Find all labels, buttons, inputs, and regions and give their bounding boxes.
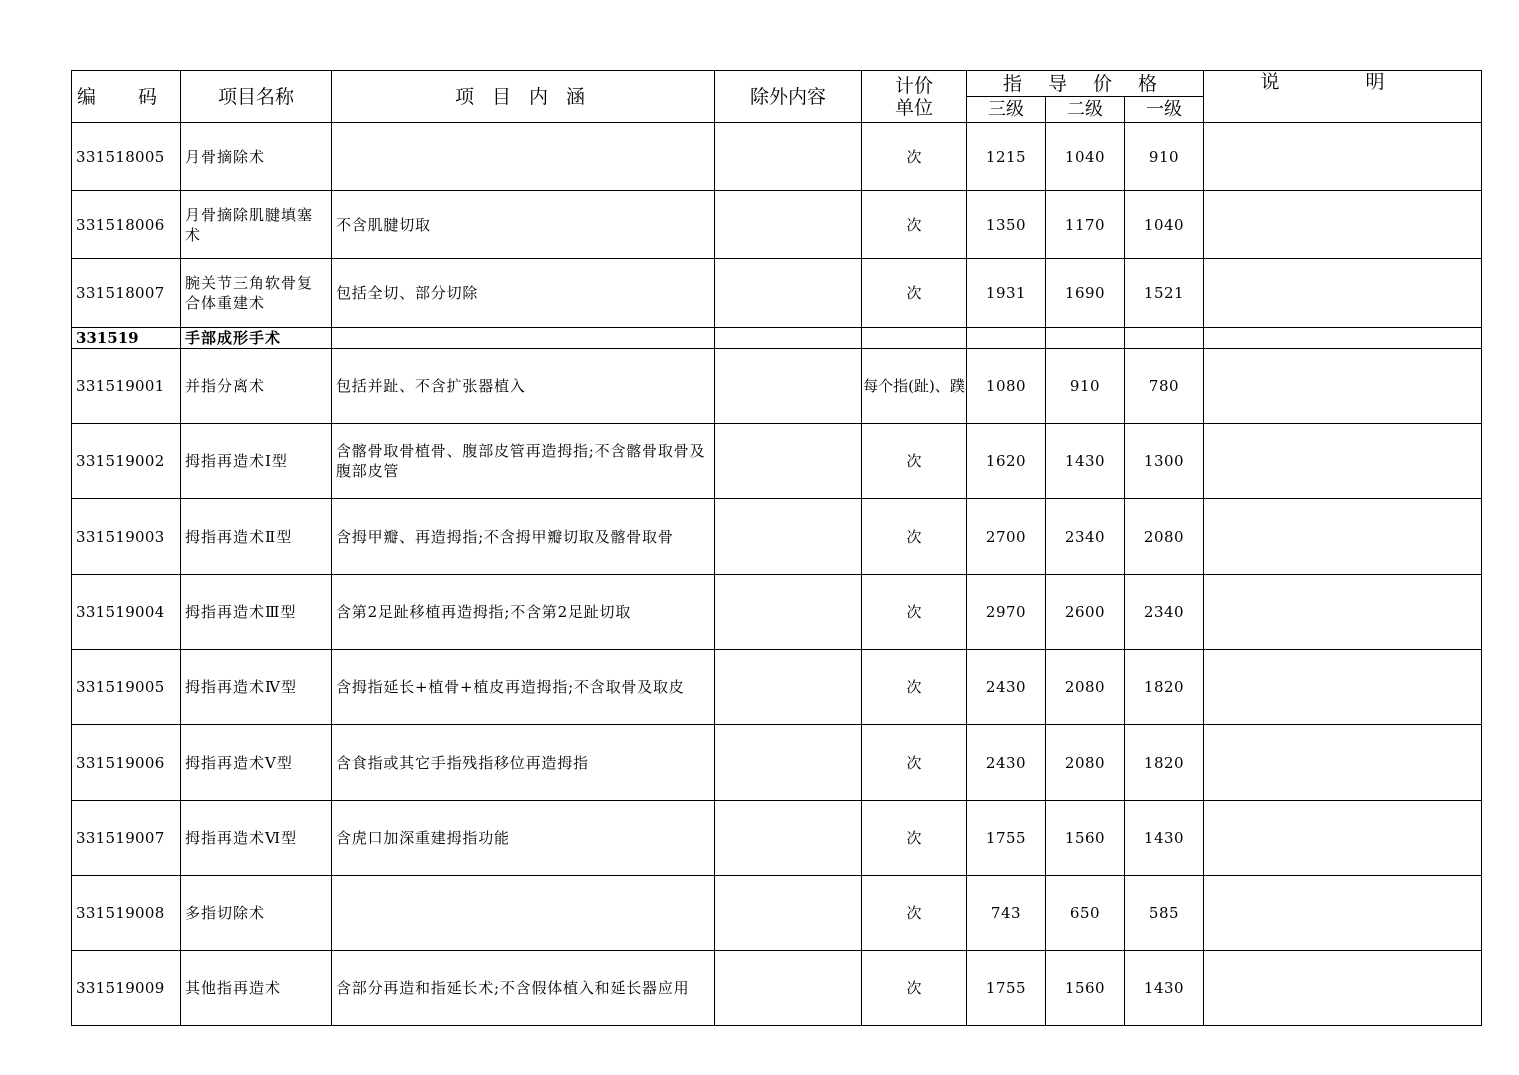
item-name: 拇指再造术Ⅴ型 bbox=[181, 725, 332, 801]
item-content: 不含肌腱切取 bbox=[332, 191, 715, 259]
header-excluded: 除外内容 bbox=[715, 71, 862, 123]
header-code: 编 码 bbox=[72, 71, 181, 123]
item-code: 331519005 bbox=[72, 650, 181, 725]
item-code: 331519007 bbox=[72, 801, 181, 876]
table-row bbox=[72, 259, 1482, 328]
price-level1: 2080 bbox=[1125, 499, 1204, 575]
price-level3: 1931 bbox=[967, 259, 1046, 328]
header-level2: 二级 bbox=[1046, 97, 1125, 123]
item-name: 拇指再造术Ⅱ型 bbox=[181, 499, 332, 575]
item-excluded bbox=[715, 349, 862, 424]
item-excluded bbox=[715, 123, 862, 191]
price-level1: 1521 bbox=[1125, 259, 1204, 328]
item-code: 331519009 bbox=[72, 951, 181, 1026]
item-content: 包括并趾、不含扩张器植入 bbox=[332, 349, 715, 424]
empty-cell bbox=[332, 328, 715, 349]
table-row bbox=[72, 951, 1482, 1026]
price-level2: 910 bbox=[1046, 349, 1125, 424]
price-level3: 1755 bbox=[967, 801, 1046, 876]
empty-cell bbox=[1046, 328, 1125, 349]
item-name: 拇指再造术Ⅳ型 bbox=[181, 650, 332, 725]
item-name: 并指分离术 bbox=[181, 349, 332, 424]
item-content: 含虎口加深重建拇指功能 bbox=[332, 801, 715, 876]
item-unit: 次 bbox=[862, 725, 967, 801]
item-note bbox=[1204, 349, 1482, 424]
item-excluded bbox=[715, 259, 862, 328]
price-level2: 2600 bbox=[1046, 575, 1125, 650]
item-note bbox=[1204, 951, 1482, 1026]
item-code: 331519003 bbox=[72, 499, 181, 575]
section-code: 331519 bbox=[72, 328, 181, 349]
table-row bbox=[72, 191, 1482, 259]
price-table bbox=[71, 70, 1482, 1026]
empty-cell bbox=[1125, 328, 1204, 349]
item-code: 331519001 bbox=[72, 349, 181, 424]
item-unit: 次 bbox=[862, 801, 967, 876]
empty-cell bbox=[715, 328, 862, 349]
price-level2: 1170 bbox=[1046, 191, 1125, 259]
section-row bbox=[72, 328, 1482, 349]
item-code: 331519004 bbox=[72, 575, 181, 650]
item-note bbox=[1204, 725, 1482, 801]
price-level3: 2430 bbox=[967, 725, 1046, 801]
item-code: 331519008 bbox=[72, 876, 181, 951]
item-note bbox=[1204, 876, 1482, 951]
price-level3: 2700 bbox=[967, 499, 1046, 575]
price-level1: 1820 bbox=[1125, 650, 1204, 725]
item-unit: 次 bbox=[862, 951, 967, 1026]
item-unit: 次 bbox=[862, 259, 967, 328]
table-row bbox=[72, 650, 1482, 725]
price-level1: 1040 bbox=[1125, 191, 1204, 259]
price-level1: 2340 bbox=[1125, 575, 1204, 650]
price-level1: 585 bbox=[1125, 876, 1204, 951]
price-level1: 910 bbox=[1125, 123, 1204, 191]
price-level2: 1040 bbox=[1046, 123, 1125, 191]
item-excluded bbox=[715, 876, 862, 951]
item-name: 其他指再造术 bbox=[181, 951, 332, 1026]
item-note bbox=[1204, 123, 1482, 191]
table-row bbox=[72, 725, 1482, 801]
table-row bbox=[72, 801, 1482, 876]
header-level1: 一级 bbox=[1125, 97, 1204, 123]
header-name: 项目名称 bbox=[181, 71, 332, 123]
item-unit: 次 bbox=[862, 191, 967, 259]
item-excluded bbox=[715, 499, 862, 575]
item-content: 含髂骨取骨植骨、腹部皮管再造拇指;不含髂骨取骨及腹部皮管 bbox=[332, 424, 715, 499]
item-note bbox=[1204, 424, 1482, 499]
item-unit: 次 bbox=[862, 575, 967, 650]
price-level2: 1430 bbox=[1046, 424, 1125, 499]
item-code: 331518006 bbox=[72, 191, 181, 259]
price-level2: 2080 bbox=[1046, 650, 1125, 725]
item-content: 含拇甲瓣、再造拇指;不含拇甲瓣切取及髂骨取骨 bbox=[332, 499, 715, 575]
item-note bbox=[1204, 499, 1482, 575]
price-level2: 1560 bbox=[1046, 801, 1125, 876]
header-price-group: 指 导 价 格 bbox=[967, 71, 1204, 97]
item-code: 331519002 bbox=[72, 424, 181, 499]
price-level1: 1300 bbox=[1125, 424, 1204, 499]
item-unit: 次 bbox=[862, 424, 967, 499]
price-level2: 2340 bbox=[1046, 499, 1125, 575]
table-body bbox=[72, 123, 1482, 1026]
item-content bbox=[332, 123, 715, 191]
header-unit: 计价 单位 bbox=[862, 71, 967, 123]
item-unit: 次 bbox=[862, 876, 967, 951]
empty-cell bbox=[1204, 328, 1482, 349]
price-level2: 1690 bbox=[1046, 259, 1125, 328]
table-header bbox=[72, 71, 1482, 123]
item-note bbox=[1204, 575, 1482, 650]
price-level2: 2080 bbox=[1046, 725, 1125, 801]
price-level3: 1080 bbox=[967, 349, 1046, 424]
item-name: 拇指再造术Ⅲ型 bbox=[181, 575, 332, 650]
item-note bbox=[1204, 650, 1482, 725]
item-unit: 次 bbox=[862, 123, 967, 191]
item-note bbox=[1204, 259, 1482, 328]
price-level2: 1560 bbox=[1046, 951, 1125, 1026]
table-row bbox=[72, 575, 1482, 650]
price-level3: 1755 bbox=[967, 951, 1046, 1026]
price-level3: 743 bbox=[967, 876, 1046, 951]
item-excluded bbox=[715, 725, 862, 801]
item-content: 包括全切、部分切除 bbox=[332, 259, 715, 328]
item-code: 331518007 bbox=[72, 259, 181, 328]
header-level3: 三级 bbox=[967, 97, 1046, 123]
price-level1: 1430 bbox=[1125, 951, 1204, 1026]
price-level3: 1215 bbox=[967, 123, 1046, 191]
empty-cell bbox=[862, 328, 967, 349]
item-unit: 次 bbox=[862, 499, 967, 575]
item-content: 含食指或其它手指残指移位再造拇指 bbox=[332, 725, 715, 801]
header-note: 说 明 bbox=[1204, 71, 1482, 123]
table-row bbox=[72, 424, 1482, 499]
item-excluded bbox=[715, 951, 862, 1026]
item-note bbox=[1204, 801, 1482, 876]
item-code: 331519006 bbox=[72, 725, 181, 801]
item-note bbox=[1204, 191, 1482, 259]
price-level1: 1820 bbox=[1125, 725, 1204, 801]
item-content: 含部分再造和指延长术;不含假体植入和延长器应用 bbox=[332, 951, 715, 1026]
item-name: 月骨摘除肌腱填塞术 bbox=[181, 191, 332, 259]
item-unit: 每个指(趾)、蹼 bbox=[862, 349, 967, 424]
table-row bbox=[72, 499, 1482, 575]
item-excluded bbox=[715, 801, 862, 876]
item-content bbox=[332, 876, 715, 951]
item-content: 含第2足趾移植再造拇指;不含第2足趾切取 bbox=[332, 575, 715, 650]
table-row bbox=[72, 123, 1482, 191]
price-level3: 2970 bbox=[967, 575, 1046, 650]
item-name: 多指切除术 bbox=[181, 876, 332, 951]
table-row bbox=[72, 876, 1482, 951]
item-excluded bbox=[715, 424, 862, 499]
item-code: 331518005 bbox=[72, 123, 181, 191]
empty-cell bbox=[967, 328, 1046, 349]
price-level3: 2430 bbox=[967, 650, 1046, 725]
item-excluded bbox=[715, 575, 862, 650]
price-level2: 650 bbox=[1046, 876, 1125, 951]
price-level1: 780 bbox=[1125, 349, 1204, 424]
table-row bbox=[72, 349, 1482, 424]
item-name: 月骨摘除术 bbox=[181, 123, 332, 191]
header-content: 项 目 内 涵 bbox=[332, 71, 715, 123]
item-content: 含拇指延长+植骨+植皮再造拇指;不含取骨及取皮 bbox=[332, 650, 715, 725]
item-name: 腕关节三角软骨复合体重建术 bbox=[181, 259, 332, 328]
section-name: 手部成形手术 bbox=[181, 328, 332, 349]
item-excluded bbox=[715, 191, 862, 259]
item-unit: 次 bbox=[862, 650, 967, 725]
item-excluded bbox=[715, 650, 862, 725]
price-level3: 1620 bbox=[967, 424, 1046, 499]
price-level1: 1430 bbox=[1125, 801, 1204, 876]
price-level3: 1350 bbox=[967, 191, 1046, 259]
item-name: 拇指再造术Ⅰ型 bbox=[181, 424, 332, 499]
item-name: 拇指再造术Ⅵ型 bbox=[181, 801, 332, 876]
